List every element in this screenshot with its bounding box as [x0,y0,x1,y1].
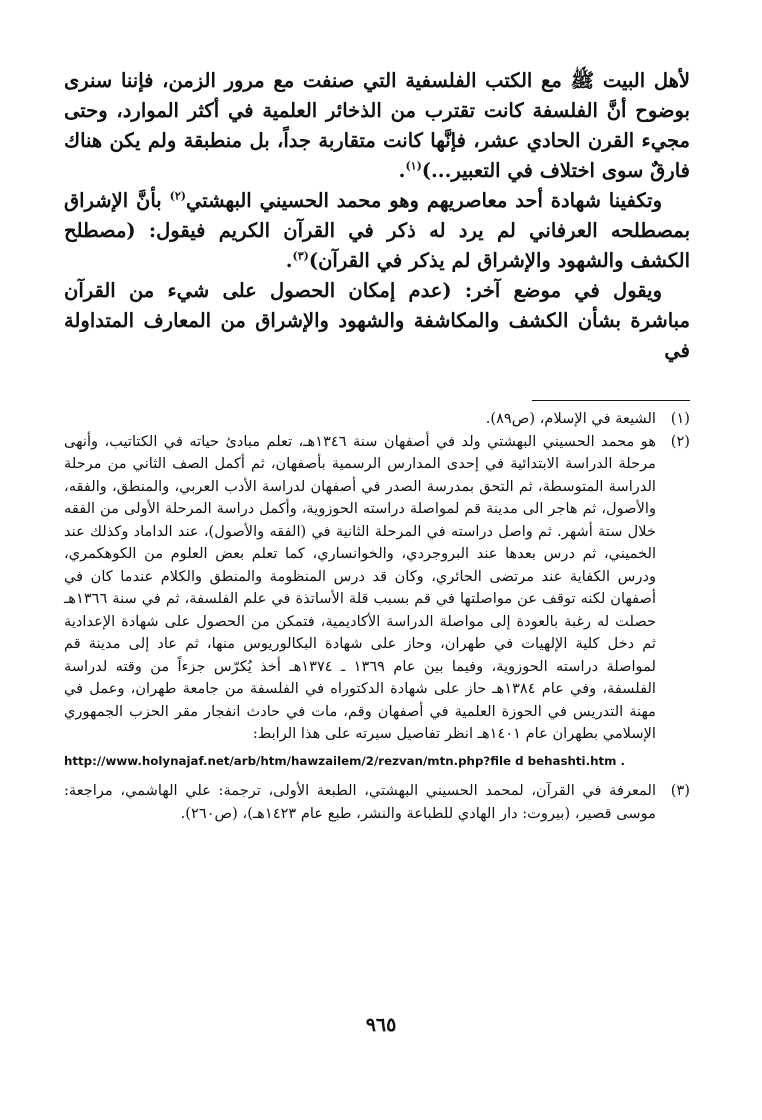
footnote-text: المعرفة في القرآن، لمحمد الحسيني البهشتي، الطبعة الأولى، ترجمة: علي الهاشمي، مراجعة: موسى قصير، (بيروت: دار الهادي للطباعة والنشر، طبع عام ١٤٢٣هـ)، (ص٢٦٠). [64,782,656,822]
footnote-2 [64,431,690,746]
paragraph-1-end: . [398,159,406,182]
footnote-separator [532,400,690,401]
footnote-1 [64,408,690,431]
footnotes [64,408,690,825]
footnote-number: (١) [670,410,690,427]
paragraph-1-text: لأهل البيت ﷺ مع الكتب الفلسفية التي صنفت مع مرور الزمن، فإننا سنرى بوضوح أنَّ الفلسفة كانت تقترب من الذخائر العلمية في أكثر الموارد، وحتى مجيء القرن الحادي عشر، فإنَّها كانت متقاربة جداً، بل منطبقة ولم يكن هناك فارقٌ سوى اختلاف في التعبير...) [64,69,690,182]
main-text [64,66,690,366]
footnote-text: الشيعة في الإسلام، (ص٨٩). [485,410,656,427]
footnote-ref-2: (٢) [169,189,186,203]
paragraph-1 [64,66,690,186]
paragraph-2-text-a: وتكفينا شهادة أحد معاصريهم وهو محمد الحسيني البهشتي [185,189,662,212]
footnote-number: (٣) [670,782,690,799]
footnote-text: هو محمد الحسيني البهشتي ولد في أصفهان سنة ١٣٤٦هـ، تعلم مبادئ حياته في الكتاتيب، وأنهى مرحلة الدراسة الابتدائية في إحدى المدارس الرسمية بأصفهان، ثم أكمل الصف الثاني من مرحلة الدراسة المتوسطة، ثم التحق بمدرسة الصدر في أصفهان لدراسة الأدب العربي، والمنطق، والفقه، والأصول، ثم هاجر الى مدينة قم لمواصلة دراسته الحوزوية، وأكمل دراسة المرحلة الأولى من الفقه خلال ستة أشهر. ثم واصل دراسته في المرحلة الثانية في (الفقه والأصول)، عند الداماد وكذلك عند الخميني، ثم درس بعدها عند البروجردي، والخوانساري، كما تعلم بعض العلوم من الكوهكمري، ودرس الكفاية عند مرتضى الحائري، وكان قد درس المنظومة والمنطق والكلام عندما كان في أصفهان لكنه توقف عن مواصلتها في قم بسبب قلة الأساتذة في علم الفلسفة، ثم في سنة ١٣٦٦هـ حصلت له رغبة بالعودة إلى مواصلة الدراسة الأكاديمية، فتمكن من الحصول على شهادة الإعدادية ثم دخل كلية الإلهيات في طهران، وحاز على شهادة البكالوريوس منها، ثم عاد إلى مدينة قم لمواصلة دراسته الحوزوية، وفيما بين عام ١٣٦٩ ـ ١٣٧٤هـ أخذ يُكرّس جزءاً من وقته لدراسة الفلسفة، وفي عام ١٣٨٤هـ حاز على شهادة الدكتوراه في الفلسفة من جامعة طهران، وعمل في مهنة التدريس في الحوزة العلمية في أصفهان وقم، مات في حادث انفجار مقر الحزب الجمهوري الإسلامي بطهران عام ١٤٠١هـ انظر تفاصيل سيرته على هذا الرابط: [64,432,657,742]
paragraph-2-text-b: بأنَّ الإشراق بمصطلحه العرفاني لم يرد له ذكر في القرآن الكريم فيقول: (مصطلح الكشف والشهود والإشراق لم يذكر في القرآن) [64,189,690,272]
footnote-3 [64,780,690,825]
footnote-number: (٢) [670,432,690,450]
footnote-link[interactable]: http://www.holynajaf.net/arb/htm/hawzailem/2/rezvan/mtn.php?file d behashti.htm . [64,753,625,768]
paragraph-3: ويقول في موضع آخر: (عدم إمكان الحصول على شيء من القرآن مباشرة بشأن الكشف والمكاشفة والشهود والإشراق من المعارف المتداولة في [64,279,690,362]
paragraph-2-end: . [285,249,293,272]
page-number: ٩٦٥ [365,1014,397,1036]
paragraph-2 [64,186,690,276]
footnote-ref-3: (٣) [292,249,309,263]
footnote-ref-1: (١) [405,159,422,173]
